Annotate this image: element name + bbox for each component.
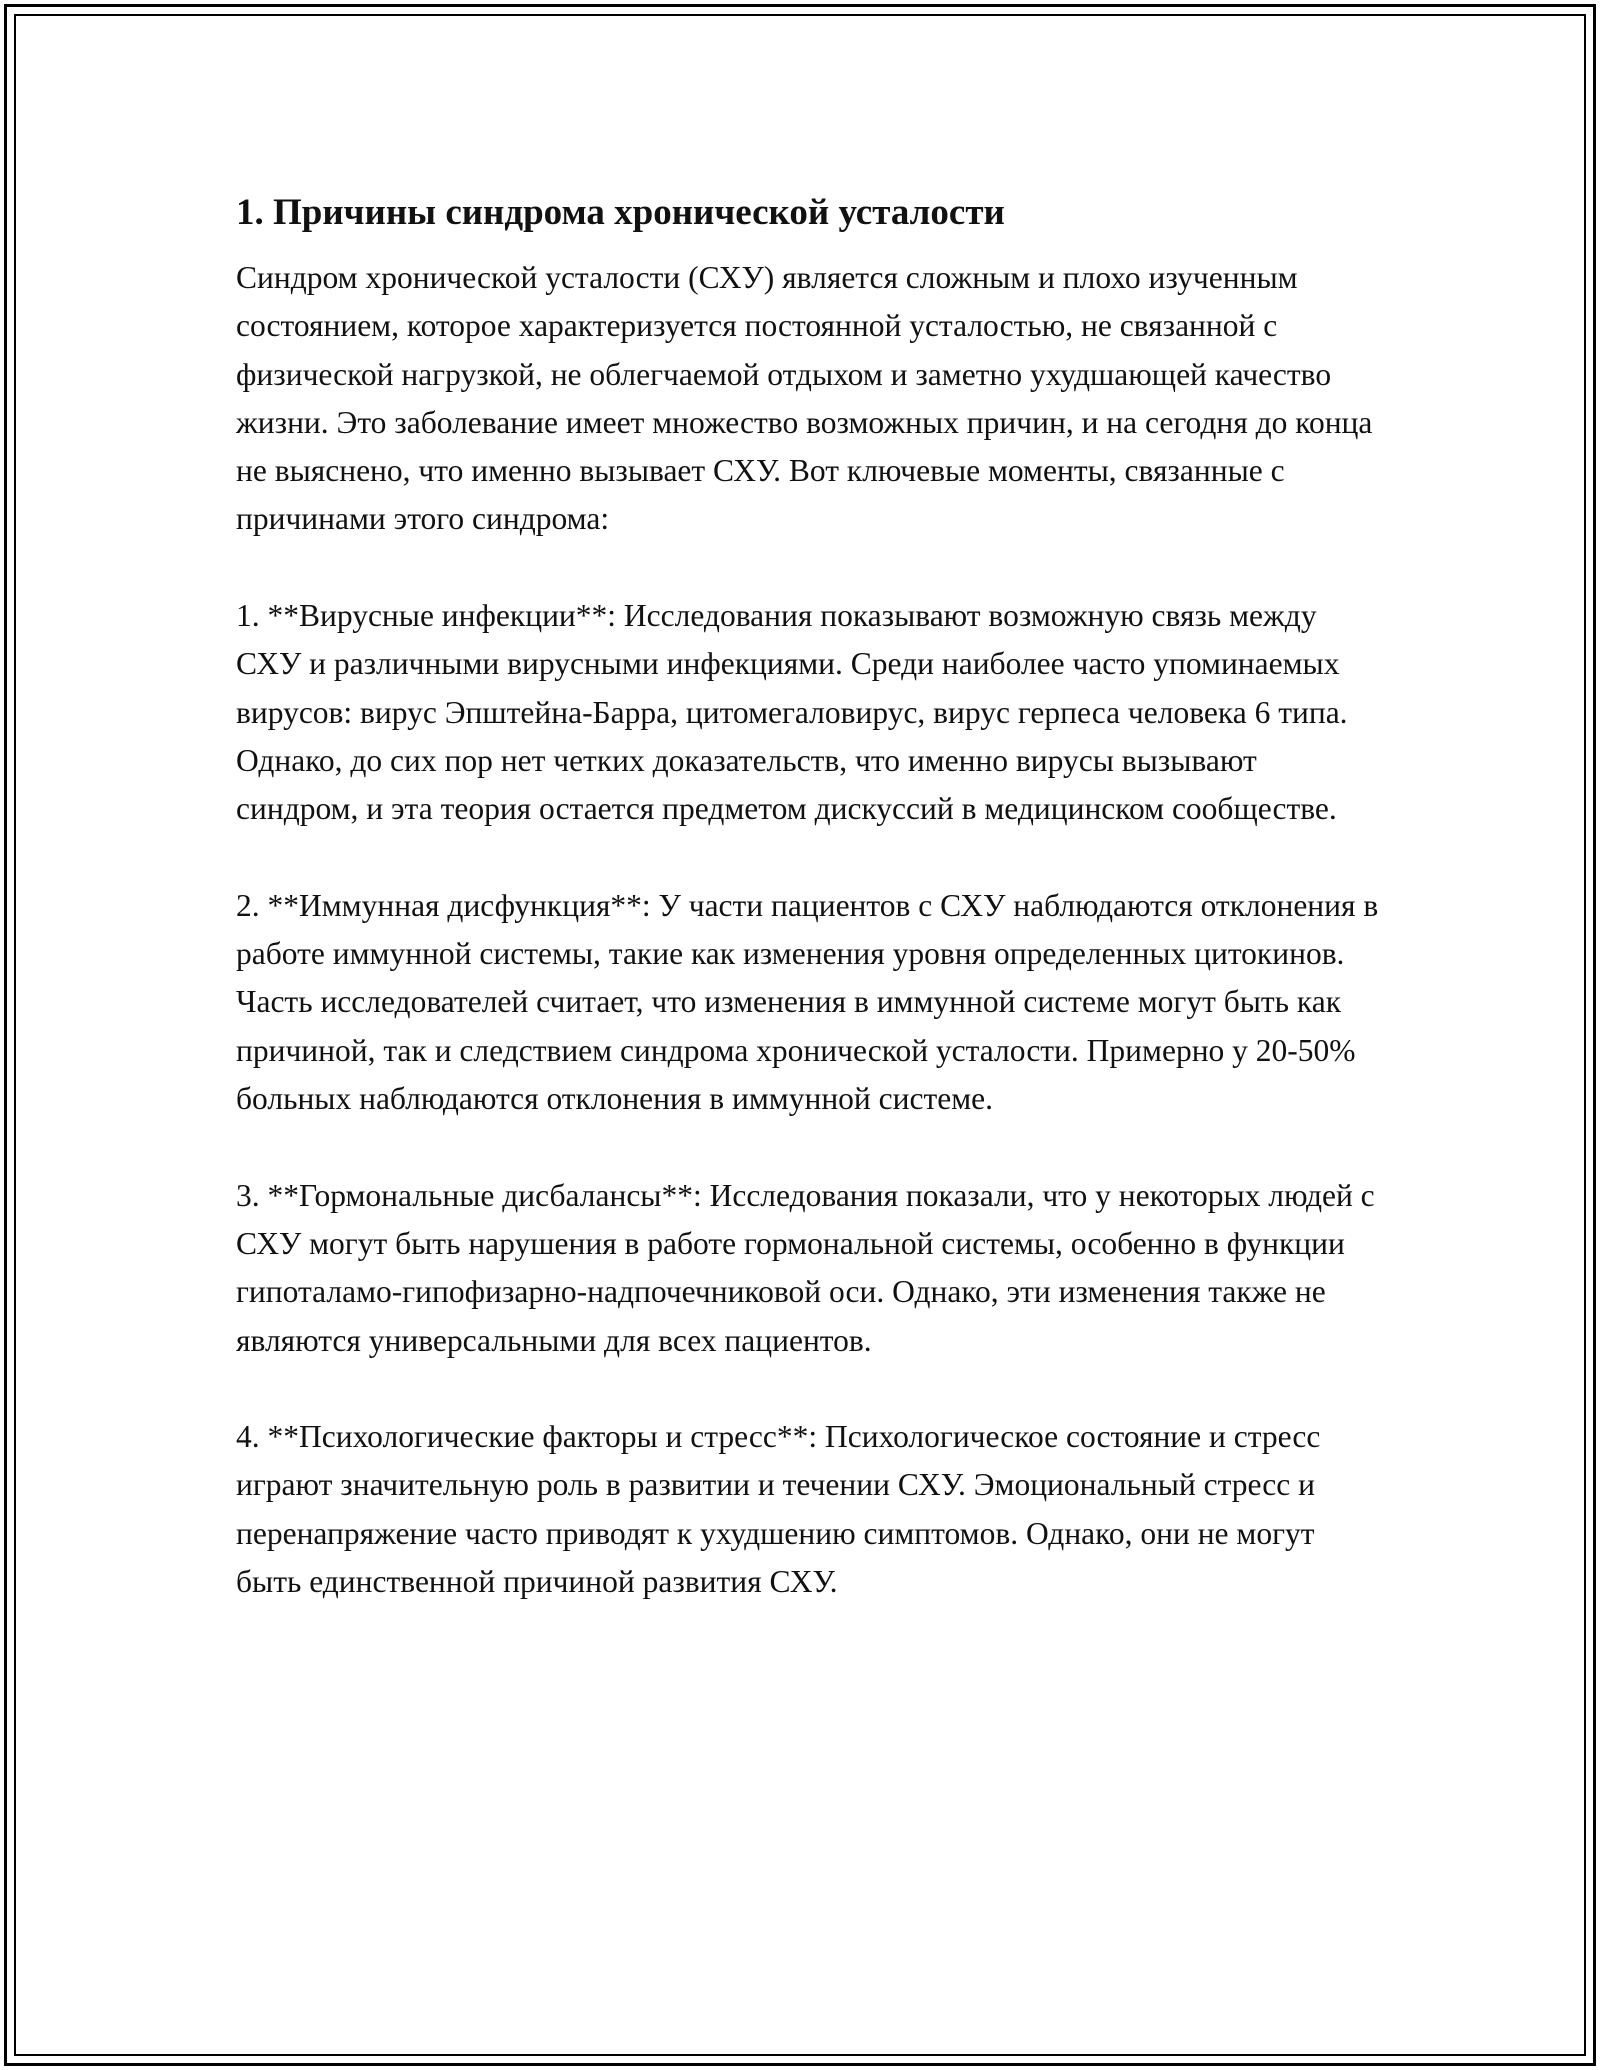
cause-immune-dysfunction: 2. **Иммунная дисфункция**: У части пациентов с СХУ наблюдаются отклонения в работе иммунной системы, такие как изменения уровня определенных цитокинов. Часть исследователей считает, что изменения в иммунной системе могут быть как причиной, так и следствием синдрома хронической усталости. Примерно у 20-50% больных наблюдаются отклонения в иммунной системе. — [236, 887, 1379, 1117]
cause-psychological-stress: 4. **Психологические факторы и стресс**: Психологическое состояние и стресс играют значительную роль в развитии и течении СХУ. Эмоциональный стресс и перенапряжение часто приводят к ухудшению симптомов. Однако, они не могут быть единственной причиной развития СХУ. — [236, 1419, 1321, 1600]
intro-paragraph: Синдром хронической усталости (СХУ) является сложным и плохо изученным состоянием, которое характеризуется постоянной усталостью, не связанной с физической нагрузкой, не облегчаемой отдыхом и заметно ухудшающей качество жизни. Это заболевание имеет множество возможных причин, и на сегодня до конца не выяснено, что именно вызывает СХУ. Вот ключевые моменты, связанные с причинами этого синдрома: — [236, 260, 1373, 537]
cause-viral-infections: 1. **Вирусные инфекции**: Исследования показывают возможную связь между СХУ и различными вирусными инфекциями. Среди наиболее часто упоминаемых вирусов: вирус Эпштейна-Барра, цитомегаловирус, вирус герпеса человека 6 типа. Однако, до сих пор нет четких доказательств, что именно вирусы вызывают синдром, и эта теория остается предметом дискуссий в медицинском сообществе. — [236, 598, 1348, 827]
cause-hormonal-imbalance: 3. **Гормональные дисбалансы**: Исследования показали, что у некоторых людей с СХУ могут быть нарушения в работе гормональной системы, особенно в функции гипоталамо-гипофизарно-надпочечниковой оси. Однако, эти изменения также не являются универсальными для всех пациентов. — [236, 1177, 1375, 1358]
document-body — [236, 186, 1386, 1606]
section-title: 1. Причины синдрома хронической усталости — [236, 192, 1005, 233]
